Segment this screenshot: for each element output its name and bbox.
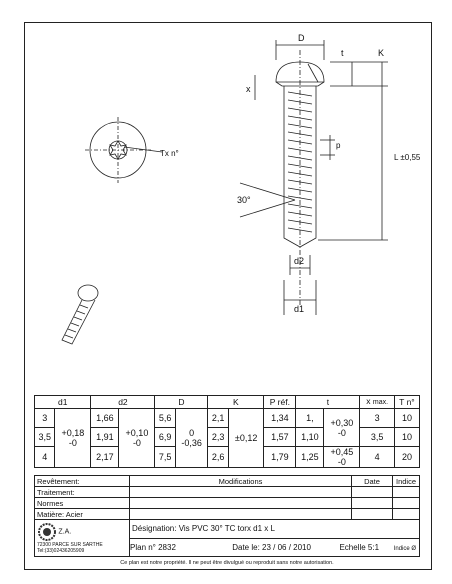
tol-d2: +0,10 -0 [119, 409, 155, 468]
label-d1: d1 [294, 304, 305, 314]
header-t: t [296, 396, 360, 409]
title-block [34, 475, 420, 557]
label-D: D [298, 33, 305, 43]
company-logo: Z.A. 72300 PARCE SUR SARTHE Tel:(33)02436205909 [35, 520, 130, 557]
cell: 1,79 [264, 447, 296, 468]
cell: 1, [296, 409, 324, 428]
cell: 1,91 [91, 428, 119, 447]
gear-logo-icon [37, 522, 57, 542]
cell: 1,34 [264, 409, 296, 428]
cell: 10 [394, 428, 419, 447]
cell: 20 [394, 447, 419, 468]
cell: 2,3 [208, 428, 228, 447]
label-tx: Tx n° [160, 149, 179, 158]
cell: 4 [360, 447, 394, 468]
normes: Normes [35, 498, 130, 509]
label-K: K [378, 48, 385, 58]
cell: 3,5 [360, 428, 394, 447]
label-t: t [341, 48, 344, 58]
label-p: p [336, 141, 341, 150]
date: Date le: 23 / 06 / 2010 [232, 542, 311, 552]
cell: 3 [35, 409, 55, 428]
header-d1: d1 [35, 396, 91, 409]
label-x: x [246, 84, 251, 94]
modifications-header: Modifications [130, 476, 352, 487]
indice: Indice Ø [393, 545, 417, 552]
cell: 7,5 [155, 447, 175, 468]
scale: Echelle 5:1 [339, 542, 380, 552]
tol-d1: +0,18 -0 [55, 409, 91, 468]
cell: 1,25 [296, 447, 324, 468]
tol-K: ±0,12 [228, 409, 264, 468]
traitement: Traitement: [35, 487, 130, 498]
cell: 2,17 [91, 447, 119, 468]
dimension-table [34, 395, 420, 468]
cell: 4 [35, 447, 55, 468]
cell: 1,57 [264, 428, 296, 447]
header-D: D [155, 396, 208, 409]
screw-side-view [240, 40, 388, 315]
cell: 10 [394, 409, 419, 428]
label-L: L ±0,55 [394, 153, 421, 162]
ownership-note: Ce plan est notre propriété. Il ne peut être divulgué ou reproduit sans notre autorisation. [120, 560, 334, 566]
header-d2: d2 [91, 396, 155, 409]
cell: 6,9 [155, 428, 175, 447]
designation: Désignation: Vis PVC 30° TC torx d1 x L [130, 520, 420, 539]
screw-iso-view [62, 285, 98, 344]
header-tn: T n° [394, 396, 419, 409]
indice-header: Indice [393, 476, 420, 487]
revetement: Revêtement: [35, 476, 130, 487]
header-p: P réf. [264, 396, 296, 409]
matiere: Matière: Acier [35, 509, 130, 520]
cell: 3 [360, 409, 394, 428]
cell: 5,6 [155, 409, 175, 428]
header-K: K [208, 396, 264, 409]
label-angle: 30° [237, 195, 251, 205]
cell: 2,1 [208, 409, 228, 428]
torx-head-view [85, 117, 162, 183]
tol-D: 0 -0,36 [175, 409, 208, 468]
cell: 2,6 [208, 447, 228, 468]
cell: 1,10 [296, 428, 324, 447]
plan-number: Plan n° 2832 [130, 542, 176, 552]
cell: 1,66 [91, 409, 119, 428]
cell: 3,5 [35, 428, 55, 447]
tol-t1: +0,30 -0 [324, 409, 360, 447]
date-header: Date [352, 476, 393, 487]
tol-t2: +0,45 -0 [324, 447, 360, 468]
label-d2: d2 [294, 256, 305, 266]
header-x: x max. [360, 396, 394, 409]
